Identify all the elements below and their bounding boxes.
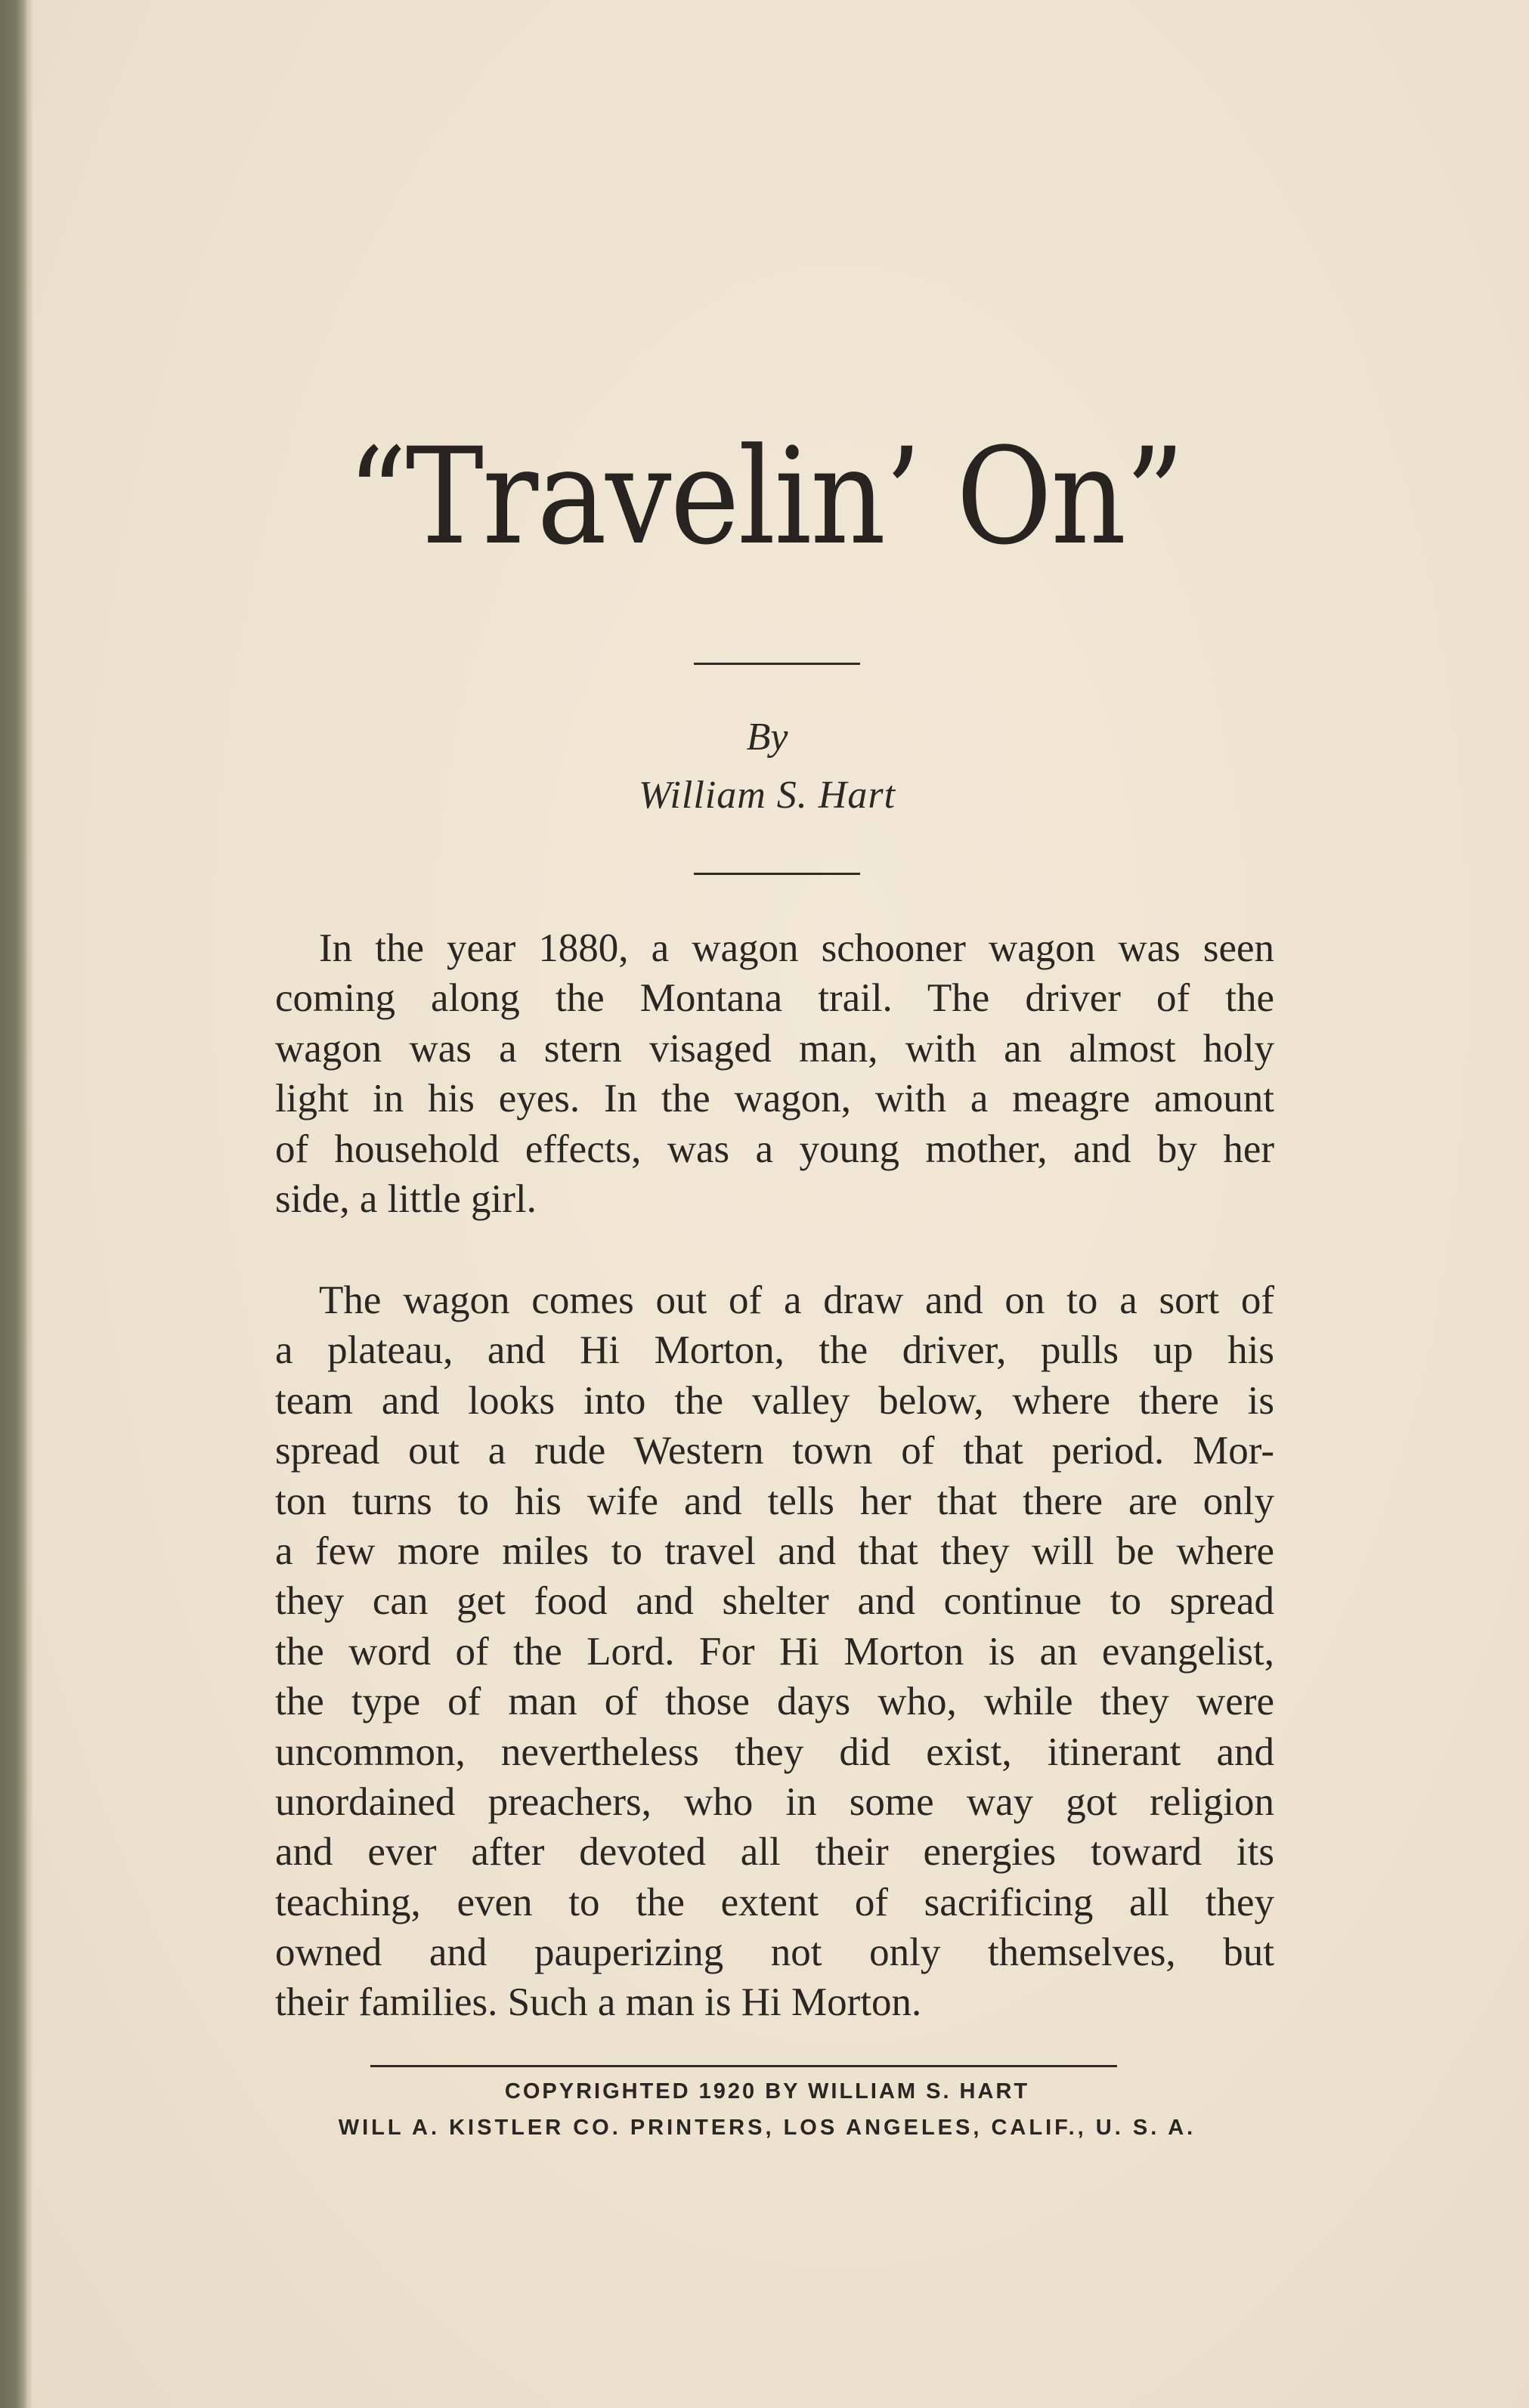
- text-line: owned and pauperizing not only themselves, but: [275, 1930, 1274, 1975]
- printer-notice: WILL A. KISTLER CO. PRINTERS, LOS ANGELES, CALIF., U. S. A.: [338, 2116, 1196, 2140]
- text-line: of household effects, was a young mother, and by her: [275, 1127, 1274, 1171]
- text-line: unordained preachers, who in some way got religion: [275, 1779, 1274, 1824]
- text-line: coming along the Montana trail. The driver of the: [275, 976, 1274, 1021]
- text-line: light in his eyes. In the wagon, with a meagre amount: [275, 1077, 1274, 1121]
- text-line: side, a little girl.: [275, 1176, 537, 1221]
- divider-rule: [694, 873, 860, 875]
- text-line: and ever after devoted all their energies toward its: [275, 1830, 1274, 1875]
- paragraph-1: [275, 923, 1274, 1224]
- text-line: a plateau, and Hi Morton, the driver, pulls up his: [275, 1328, 1274, 1373]
- document-title: “Travelin’ On”: [347, 419, 1184, 574]
- text-line: their families. Such a man is Hi Morton.: [275, 1980, 922, 2025]
- text-line: a few more miles to travel and that they will be where: [275, 1529, 1274, 1573]
- text-line: wagon was a stern visaged man, with an almost holy: [275, 1026, 1274, 1071]
- byline-author: William S. Hart: [638, 774, 896, 817]
- text-line: team and looks into the valley below, where there is: [275, 1378, 1274, 1423]
- text-line: the word of the Lord. For Hi Morton is an evangelist,: [275, 1629, 1274, 1674]
- text-line: In the year 1880, a wagon schooner wagon was seen: [319, 926, 1274, 970]
- text-line: uncommon, nevertheless they did exist, itinerant and: [275, 1729, 1274, 1774]
- text-line: they can get food and shelter and continue to spread: [275, 1579, 1274, 1624]
- byline-by: By: [746, 716, 788, 759]
- text-line: ton turns to his wife and tells her that there are only: [275, 1479, 1274, 1523]
- copyright-notice: COPYRIGHTED 1920 BY WILLIAM S. HART: [504, 2079, 1030, 2104]
- paragraph-2: [275, 1275, 1274, 2028]
- footer-rule: [370, 2065, 1117, 2067]
- binding-edge: [29, 0, 33, 2408]
- text-line: spread out a rude Western town of that period. Mor-: [275, 1429, 1274, 1473]
- divider-rule: [694, 663, 860, 665]
- text-line: teaching, even to the extent of sacrificing all they: [275, 1880, 1274, 1924]
- page-binding: [0, 0, 29, 2408]
- text-line: the type of man of those days who, while they were: [275, 1680, 1274, 1724]
- text-line: The wagon comes out of a draw and on to a sort of: [319, 1278, 1274, 1322]
